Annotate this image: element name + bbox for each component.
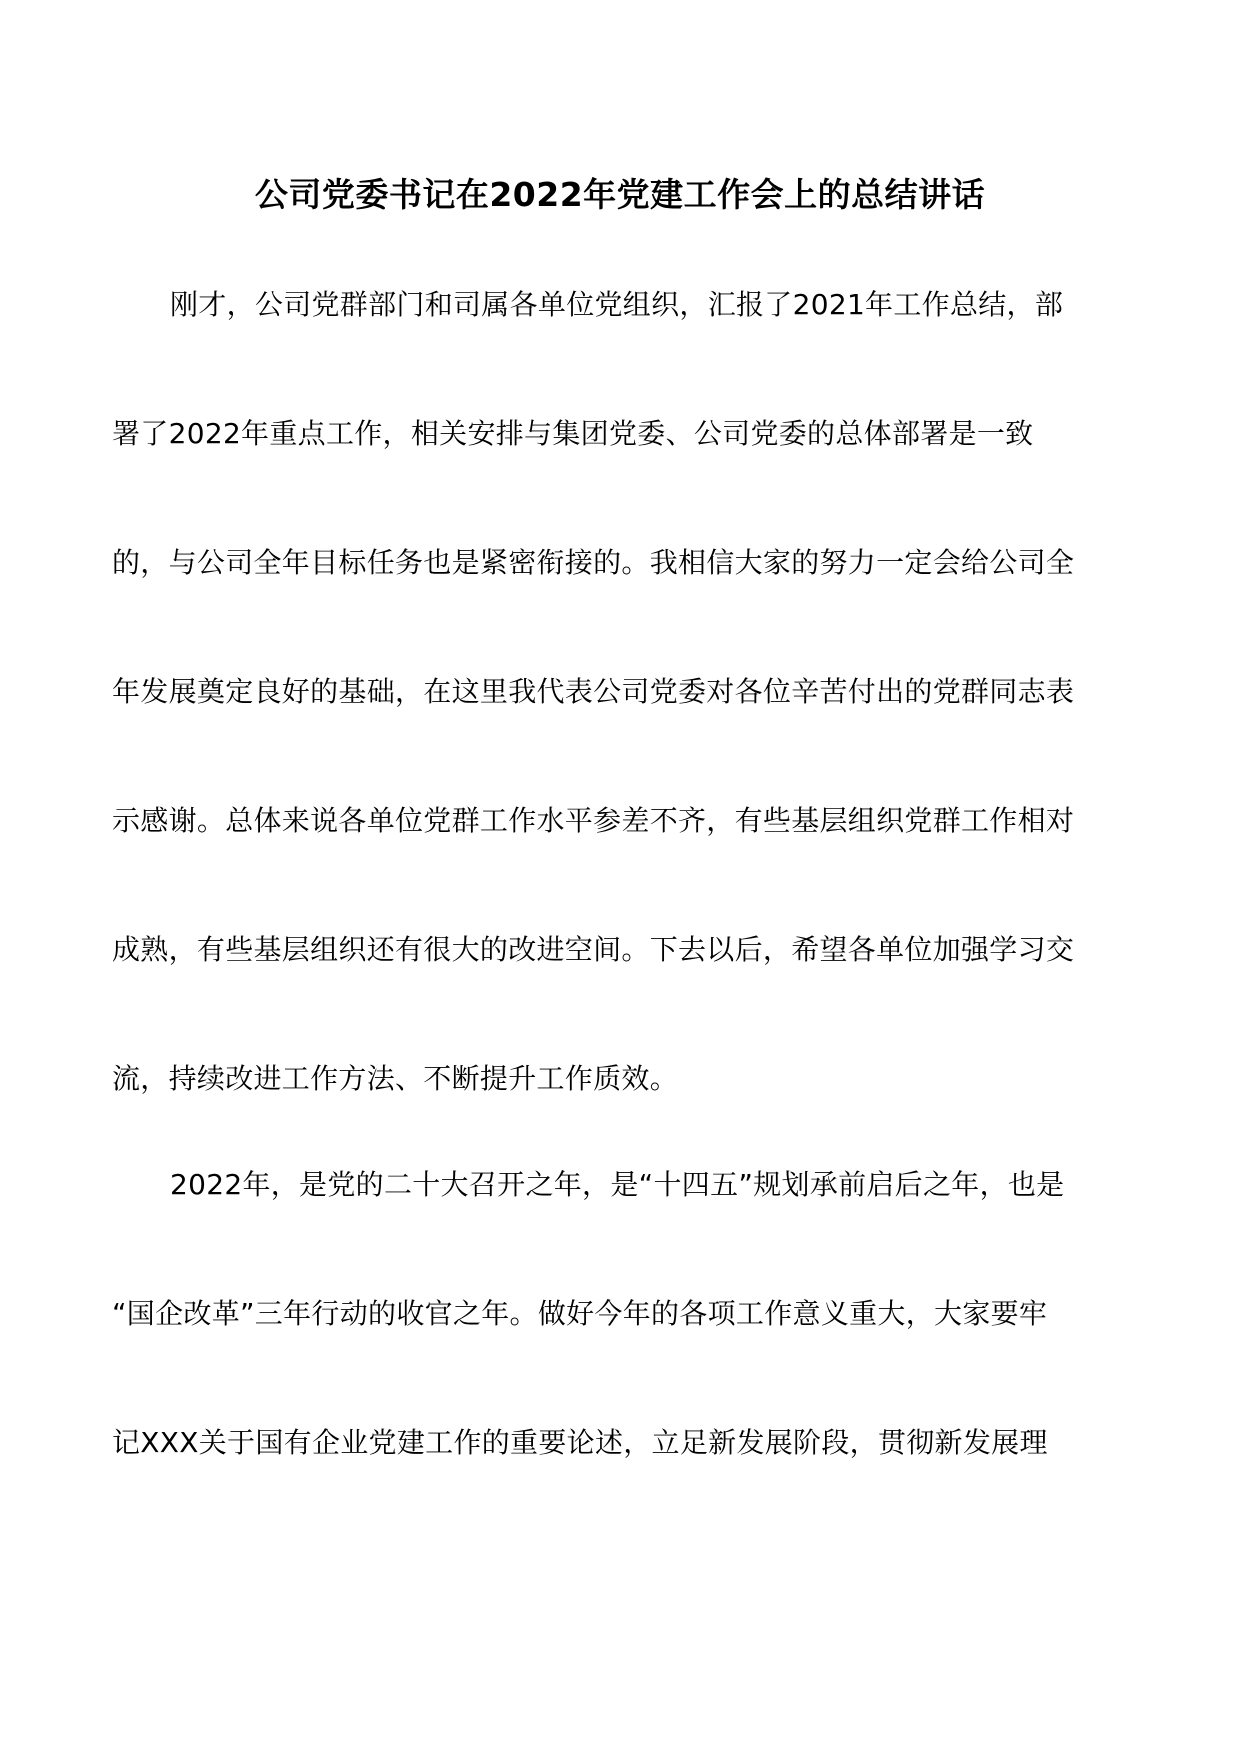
- paragraph-1-line-7: 流，持续改进工作方法、不断提升工作质效。: [112, 1062, 679, 1095]
- paragraph-1-line-6: 成熟，有些基层组织还有很大的改进空间。下去以后，希望各单位加强学习交: [112, 933, 1075, 966]
- paragraph-2-line-3: 记XXX关于国有企业党建工作的重要论述，立足新发展阶段，贯彻新发展理: [112, 1426, 1048, 1459]
- paragraph-2-line-2: “国企改革”三年行动的收官之年。做好今年的各项工作意义重大，大家要牢: [112, 1297, 1048, 1330]
- paragraph-1-line-2: 署了2022年重点工作，相关安排与集团党委、公司党委的总体部署是一致: [112, 417, 1034, 450]
- paragraph-1-line-1: 刚才，公司党群部门和司属各单位党组织，汇报了2021年工作总结，部: [170, 288, 1064, 321]
- paragraph-1-line-4: 年发展奠定良好的基础，在这里我代表公司党委对各位辛苦付出的党群同志表: [112, 675, 1075, 708]
- paragraph-1-line-5: 示感谢。总体来说各单位党群工作水平参差不齐，有些基层组织党群工作相对: [112, 804, 1075, 837]
- paragraph-1-line-3: 的，与公司全年目标任务也是紧密衔接的。我相信大家的努力一定会给公司全: [112, 546, 1075, 579]
- paragraph-2-line-1: 2022年，是党的二十大召开之年，是“十四五”规划承前启后之年，也是: [170, 1168, 1065, 1201]
- document-title: 公司党委书记在2022年党建工作会上的总结讲话: [254, 175, 986, 214]
